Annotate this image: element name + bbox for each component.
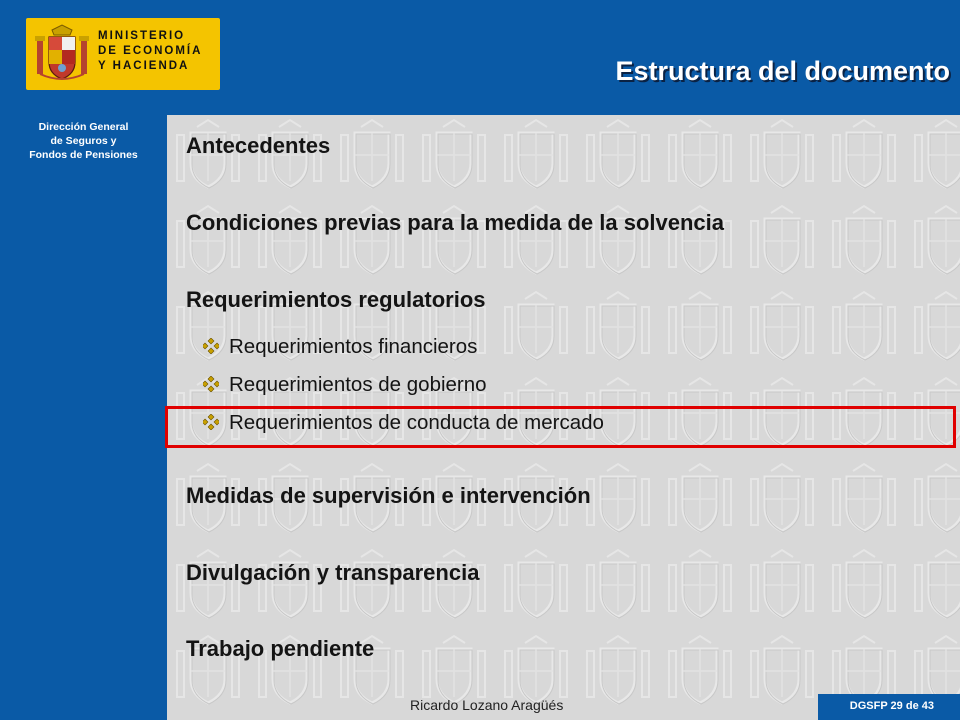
page-total: 43	[921, 700, 934, 712]
sub-item-gobierno	[203, 373, 487, 397]
footer-author: Ricardo Lozano Aragüés	[410, 697, 564, 713]
header-bar	[0, 0, 960, 115]
ministry-line-2: DE ECONOMÍA	[98, 45, 203, 57]
page-number	[850, 700, 934, 712]
ministry-logo	[26, 18, 220, 90]
four-diamond-bullet-icon	[203, 338, 219, 354]
outline-item-requerimientos: Requerimientos regulatorios	[186, 287, 486, 312]
highlight-box	[165, 406, 956, 448]
organization-name	[0, 120, 167, 162]
ministry-line-1: MINISTERIO	[98, 30, 186, 42]
outline-item-medidas: Medidas de supervisión e intervención	[186, 483, 591, 508]
sidebar	[0, 115, 167, 720]
outline-item-divulgacion: Divulgación y transparencia	[186, 560, 480, 585]
page-prefix: DGSFP	[849, 700, 888, 712]
page-separator: de	[905, 700, 919, 712]
sub-item-label: Requerimientos de conducta de mercado	[229, 411, 604, 434]
sub-item-financieros	[203, 335, 477, 359]
org-line-1: Dirección General	[38, 121, 129, 133]
org-line-2: de Seguros y	[50, 135, 117, 147]
outline-item-trabajo-pendiente: Trabajo pendiente	[186, 636, 375, 661]
ministry-name	[98, 29, 216, 74]
sub-item-label: Requerimientos de gobierno	[229, 373, 487, 396]
coat-of-arms-icon	[34, 24, 90, 84]
sub-item-label: Requerimientos financieros	[229, 335, 478, 358]
org-line-3: Fondos de Pensiones	[29, 149, 138, 161]
outline-item-condiciones: Condiciones previas para la medida de la solvencia	[186, 210, 724, 235]
page-title: Estructura del documento	[615, 56, 950, 86]
four-diamond-bullet-icon	[203, 376, 219, 392]
outline-item-antecedentes: Antecedentes	[186, 133, 331, 158]
ministry-line-3: Y HACIENDA	[98, 60, 190, 72]
page-number-box	[818, 694, 960, 720]
page-current: 29	[890, 700, 903, 712]
